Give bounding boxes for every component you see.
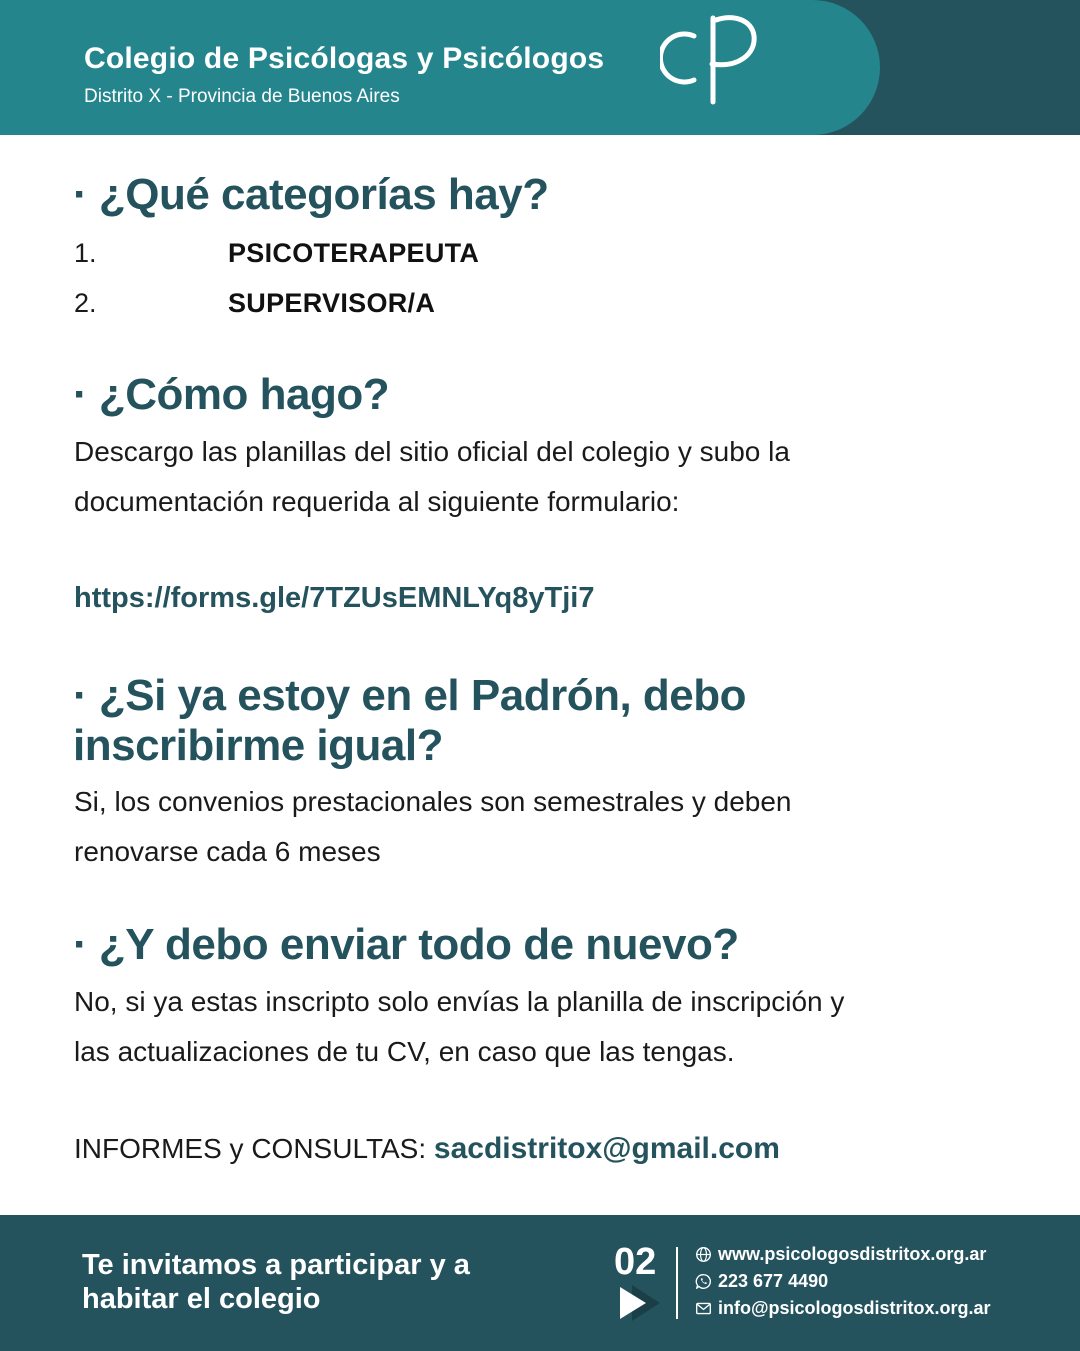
mail-icon xyxy=(695,1300,712,1317)
footer-tagline xyxy=(82,1248,470,1316)
footer-phone[interactable]: 223 677 4490 xyxy=(718,1271,829,1291)
footer-website-row[interactable] xyxy=(695,1244,986,1265)
category-label: SUPERVISOR/A xyxy=(228,288,436,318)
body-text: Si, los convenios prestacionales son semestrales y deben xyxy=(74,786,792,817)
footer-phone-row[interactable] xyxy=(695,1271,828,1292)
body-text: Descargo las planillas del sitio oficial del colegio y subo la xyxy=(74,436,790,467)
list-number: 1. xyxy=(74,238,97,268)
header-banner xyxy=(0,0,1080,135)
form-link[interactable]: https://forms.gle/7TZUsEMNLYq8yTji7 xyxy=(74,582,595,614)
section-title-padron-cont: inscribirme igual? xyxy=(73,721,443,770)
footer-website[interactable]: www.psicologosdistritox.org.ar xyxy=(718,1244,987,1264)
tagline-line: habitar el colegio xyxy=(82,1283,321,1315)
cp-logo-icon xyxy=(660,14,760,106)
section-title-padron: · ¿Si ya estoy en el Padrón, debo xyxy=(73,671,746,720)
divider xyxy=(676,1247,678,1319)
contact-email-link[interactable]: sacdistritox@gmail.com xyxy=(433,1132,780,1165)
globe-icon xyxy=(695,1246,712,1263)
play-arrow-icon xyxy=(618,1285,660,1321)
list-number: 2. xyxy=(74,288,97,318)
page-number: 02 xyxy=(614,1241,657,1283)
body-text: No, si ya estas inscripto solo envías la planilla de inscripción y xyxy=(74,986,845,1017)
footer xyxy=(0,1215,1080,1351)
whatsapp-icon xyxy=(695,1273,712,1290)
footer-email[interactable]: info@psicologosdistritox.org.ar xyxy=(718,1298,991,1318)
org-name: Colegio de Psicólogas y Psicólogos xyxy=(84,42,605,75)
body-text: documentación requerida al siguiente formulario: xyxy=(74,486,680,517)
contact-label: INFORMES y CONSULTAS: xyxy=(74,1133,434,1164)
body-text: las actualizaciones de tu CV, en caso que las tengas. xyxy=(74,1036,735,1067)
footer-email-row[interactable] xyxy=(695,1298,991,1319)
category-label: PSICOTERAPEUTA xyxy=(228,238,480,268)
section-title-categories: · ¿Qué categorías hay? xyxy=(73,170,549,219)
tagline-line: Te invitamos a participar y a xyxy=(82,1249,470,1281)
org-subtitle: Distrito X - Provincia de Buenos Aires xyxy=(84,86,400,107)
body-text: renovarse cada 6 meses xyxy=(74,836,381,867)
section-title-resend: · ¿Y debo enviar todo de nuevo? xyxy=(73,920,739,969)
contact-line xyxy=(74,1132,780,1166)
section-title-how: · ¿Cómo hago? xyxy=(73,370,390,419)
